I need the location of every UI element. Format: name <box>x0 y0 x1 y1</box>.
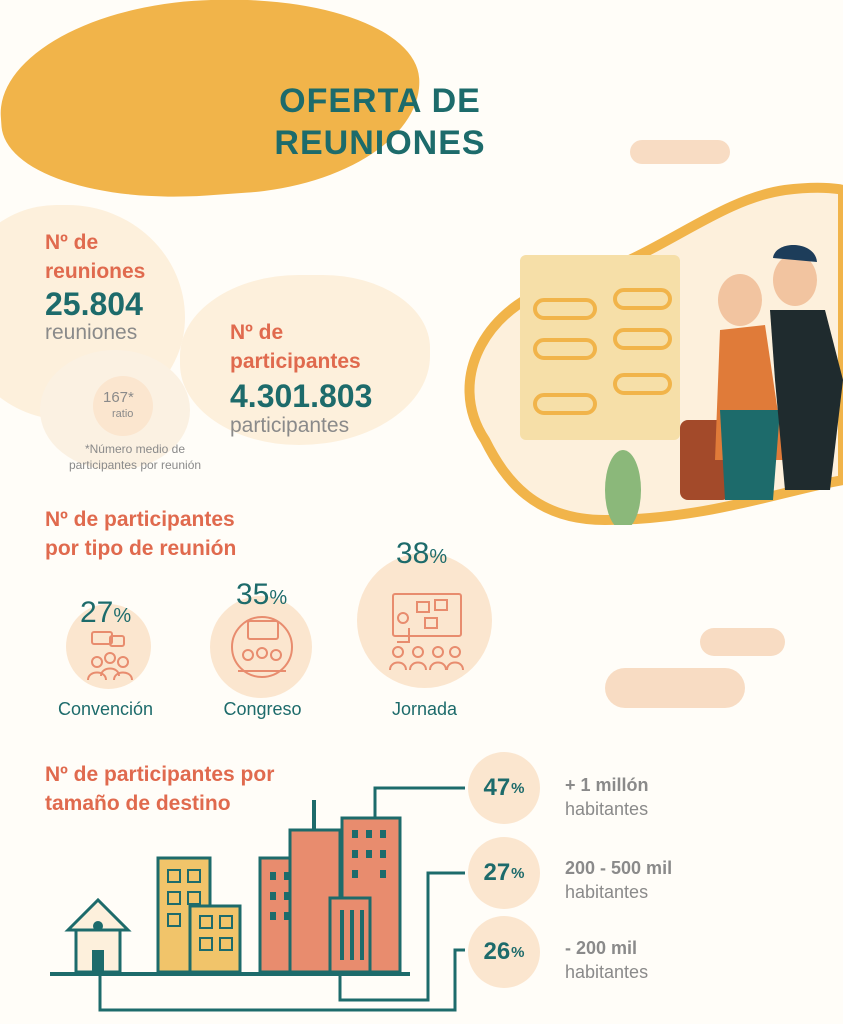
city-illustration <box>50 800 410 980</box>
meetings-value: 25.804 <box>45 286 143 322</box>
size-small-percent: 26 % <box>468 916 540 988</box>
participants-value: 4.301.803 <box>230 378 373 414</box>
size-large-label: + 1 millón habitantes <box>565 775 649 819</box>
page-title: OFERTA DE REUNIONES <box>274 82 486 162</box>
size-small-label: - 200 mil habitantes <box>565 938 649 982</box>
congress-percent: 35% <box>236 578 288 611</box>
convention-label: Convención <box>57 699 154 719</box>
ratio-value: 167* <box>103 389 134 406</box>
participants-unit: participantes <box>230 414 350 437</box>
size-large-percent: 47 % <box>468 752 540 824</box>
house-icon <box>68 900 128 972</box>
skyscraper-icon <box>260 800 400 972</box>
ratio-label: ratio <box>112 408 134 420</box>
ratio-note: *Número medio de participantes por reunión <box>68 442 202 472</box>
workshop-percent: 38% <box>396 537 448 570</box>
by-type-heading: Nº de participantes por tipo de reunión <box>45 508 237 560</box>
participants-label: Nº de participantes <box>230 321 361 373</box>
convention-percent: 27% <box>80 596 132 629</box>
congress-label: Congreso <box>223 699 302 719</box>
size-medium-percent: 27 % <box>468 837 540 909</box>
size-medium-label: 200 - 500 mil habitantes <box>565 858 673 902</box>
meetings-label: Nº de reuniones <box>45 231 146 283</box>
building-icon <box>158 858 240 972</box>
by-size-heading: Nº de participantes por tamaño de destino <box>45 763 275 815</box>
workshop-label: Jornada <box>391 699 458 719</box>
meetings-unit: reuniones <box>45 321 138 344</box>
